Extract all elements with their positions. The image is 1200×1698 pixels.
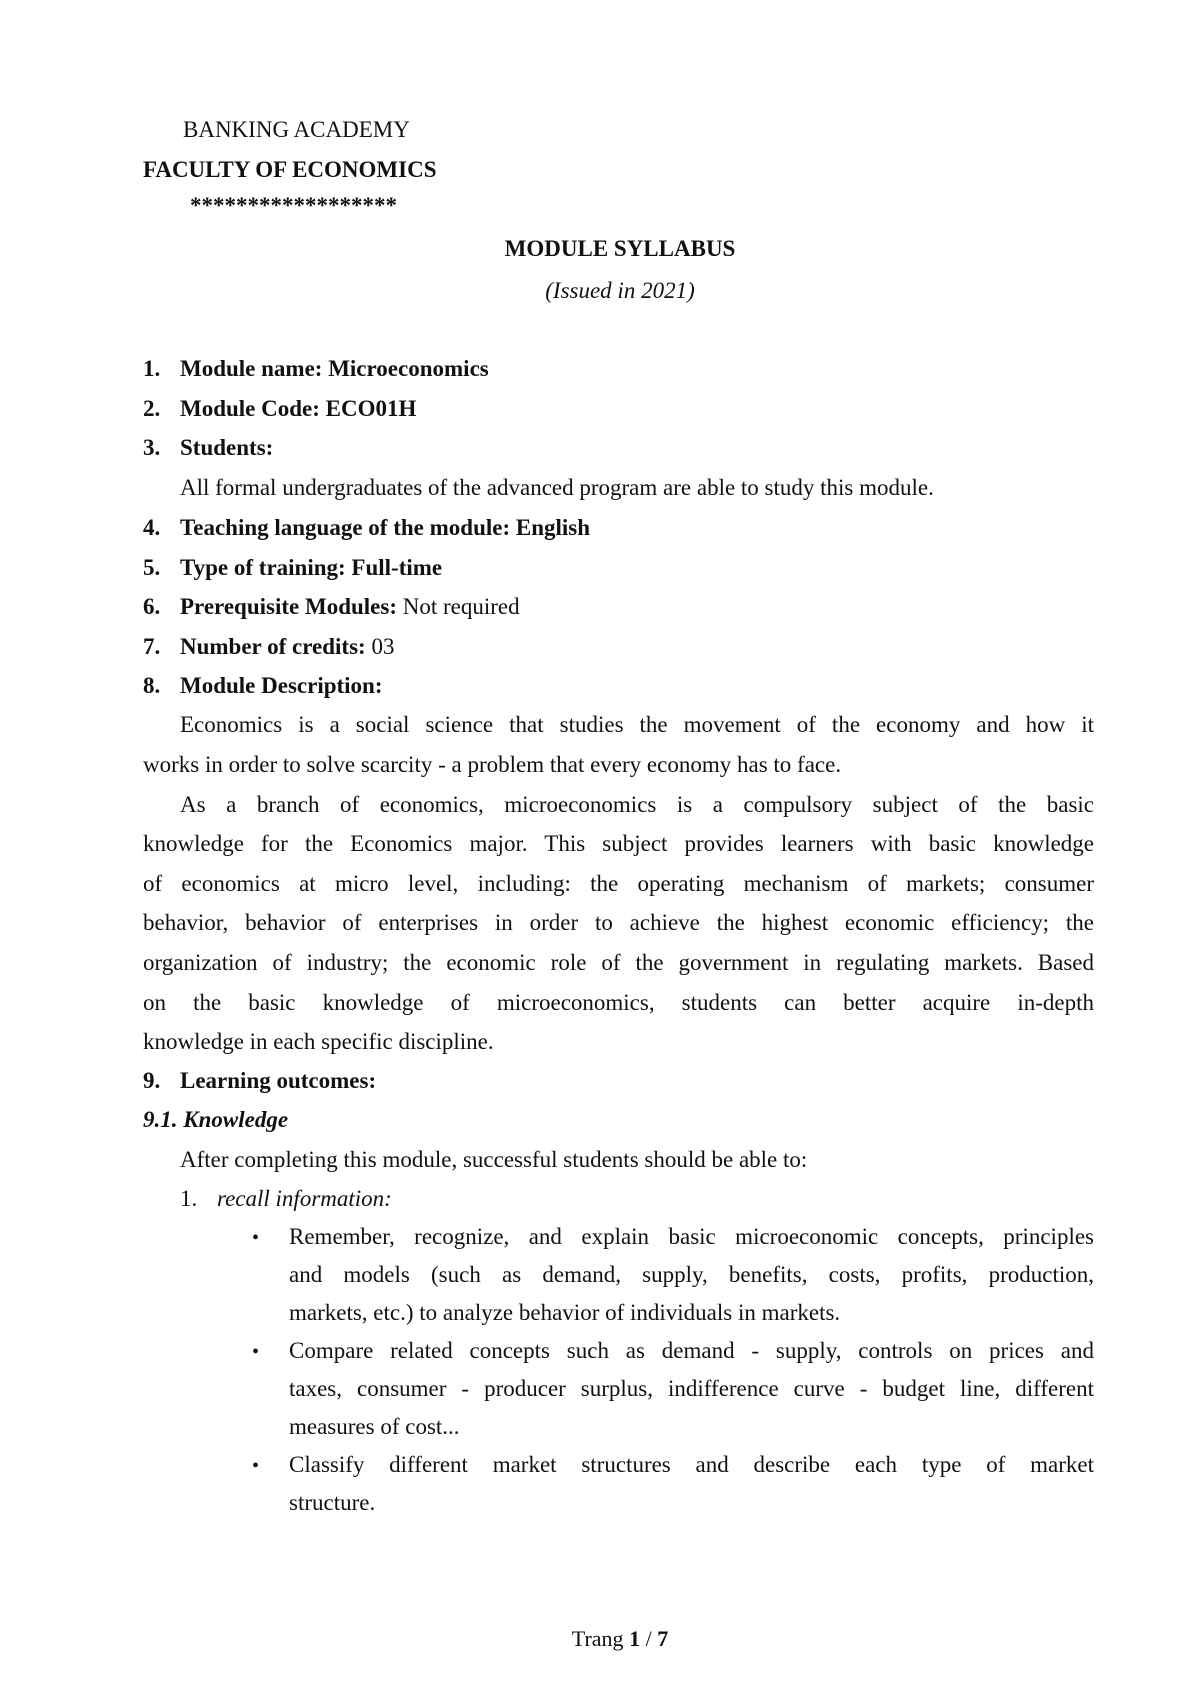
item-number: 7. <box>143 634 161 659</box>
knowledge-sub-item <box>180 1186 392 1212</box>
item-1 <box>143 356 489 382</box>
item-4 <box>143 515 591 541</box>
description-line: behavior, behavior of enterprises in order to achieve the highest economic efficiency; the <box>143 910 1094 935</box>
description-line: organization of industry; the economic role of the government in regulating markets. Based <box>143 950 1094 975</box>
item-6 <box>143 594 520 620</box>
document-subtitle: (Issued in 2021) <box>545 278 695 303</box>
item-number: 2. <box>143 396 161 421</box>
bullet-line: markets, etc.) to analyze behavior of individuals in markets. <box>289 1300 841 1325</box>
bullet-line: Compare related concepts such as demand - supply, controls on prices and <box>289 1338 1094 1363</box>
knowledge-heading: 9.1. Knowledge <box>143 1107 289 1132</box>
item-number: 6. <box>143 594 161 619</box>
description-line: Economics is a social science that studies the movement of the economy and how it <box>180 712 1094 737</box>
page-footer <box>0 1626 1200 1652</box>
page-prefix: Trang <box>571 1626 630 1651</box>
item-number: 1. <box>143 356 161 381</box>
item-label: Module name: Microeconomics <box>180 356 489 381</box>
current-page: 1 <box>629 1626 641 1651</box>
star-divider: ****************** <box>190 193 397 218</box>
students-text: All formal undergraduates of the advanced program are able to study this module. <box>180 475 934 500</box>
bullet-line: Remember, recognize, and explain basic microeconomic concepts, principles <box>289 1224 1094 1249</box>
bullet-line: Classify different market structures and describe each type of market <box>289 1452 1094 1477</box>
item-value: 03 <box>365 634 395 659</box>
item-7 <box>143 634 395 660</box>
item-label: Type of training: Full-time <box>180 555 443 580</box>
bullet-icon: • <box>252 1341 260 1363</box>
document-title: MODULE SYLLABUS <box>504 236 736 261</box>
item-label: Prerequisite Modules: <box>180 594 397 619</box>
sub-item-label: recall information: <box>217 1186 392 1211</box>
total-pages: 7 <box>657 1626 669 1651</box>
item-9 <box>143 1068 377 1094</box>
description-line: of economics at micro level, including: the operating mechanism of markets; consumer <box>143 871 1094 896</box>
item-label: Module Code: ECO01H <box>180 396 417 421</box>
item-number: 4. <box>143 515 161 540</box>
item-label: Learning outcomes: <box>180 1068 377 1093</box>
item-2 <box>143 396 417 422</box>
item-number: 9. <box>143 1068 161 1093</box>
bullet-line: and models (such as demand, supply, benefits, costs, profits, production, <box>289 1262 1094 1287</box>
item-value: Not required <box>396 594 520 619</box>
bullet-icon: • <box>252 1227 260 1249</box>
item-content <box>180 634 394 660</box>
sub-item-number: 1. <box>180 1186 198 1211</box>
item-label: Number of credits: <box>180 634 366 659</box>
page-separator: / <box>640 1626 658 1651</box>
description-line: knowledge for the Economics major. This subject provides learners with basic knowledge <box>143 831 1094 856</box>
description-line: knowledge in each specific discipline. <box>143 1029 494 1054</box>
knowledge-intro: After completing this module, successful students should be able to: <box>180 1147 808 1172</box>
item-label: Module Description: <box>180 673 383 698</box>
bullet-line: structure. <box>289 1490 376 1515</box>
item-label: Students: <box>180 435 274 460</box>
item-3 <box>143 435 274 461</box>
bullet-line: taxes, consumer - producer surplus, indifference curve - budget line, different <box>289 1376 1094 1401</box>
bullet-line: measures of cost... <box>289 1414 460 1439</box>
description-line: on the basic knowledge of microeconomics, students can better acquire in-depth <box>143 990 1094 1015</box>
description-line: works in order to solve scarcity - a problem that every economy has to face. <box>143 752 842 777</box>
item-number: 5. <box>143 555 161 580</box>
description-line: As a branch of economics, microeconomics is a compulsory subject of the basic <box>180 792 1094 817</box>
faculty-name: FACULTY OF ECONOMICS <box>143 157 437 182</box>
item-number: 3. <box>143 435 161 460</box>
item-content <box>180 594 520 620</box>
item-5 <box>143 555 443 581</box>
item-8 <box>143 673 383 699</box>
bullet-icon: • <box>252 1455 260 1477</box>
item-label: Teaching language of the module: English <box>180 515 591 540</box>
institution-name: BANKING ACADEMY <box>183 117 410 142</box>
item-number: 8. <box>143 673 161 698</box>
